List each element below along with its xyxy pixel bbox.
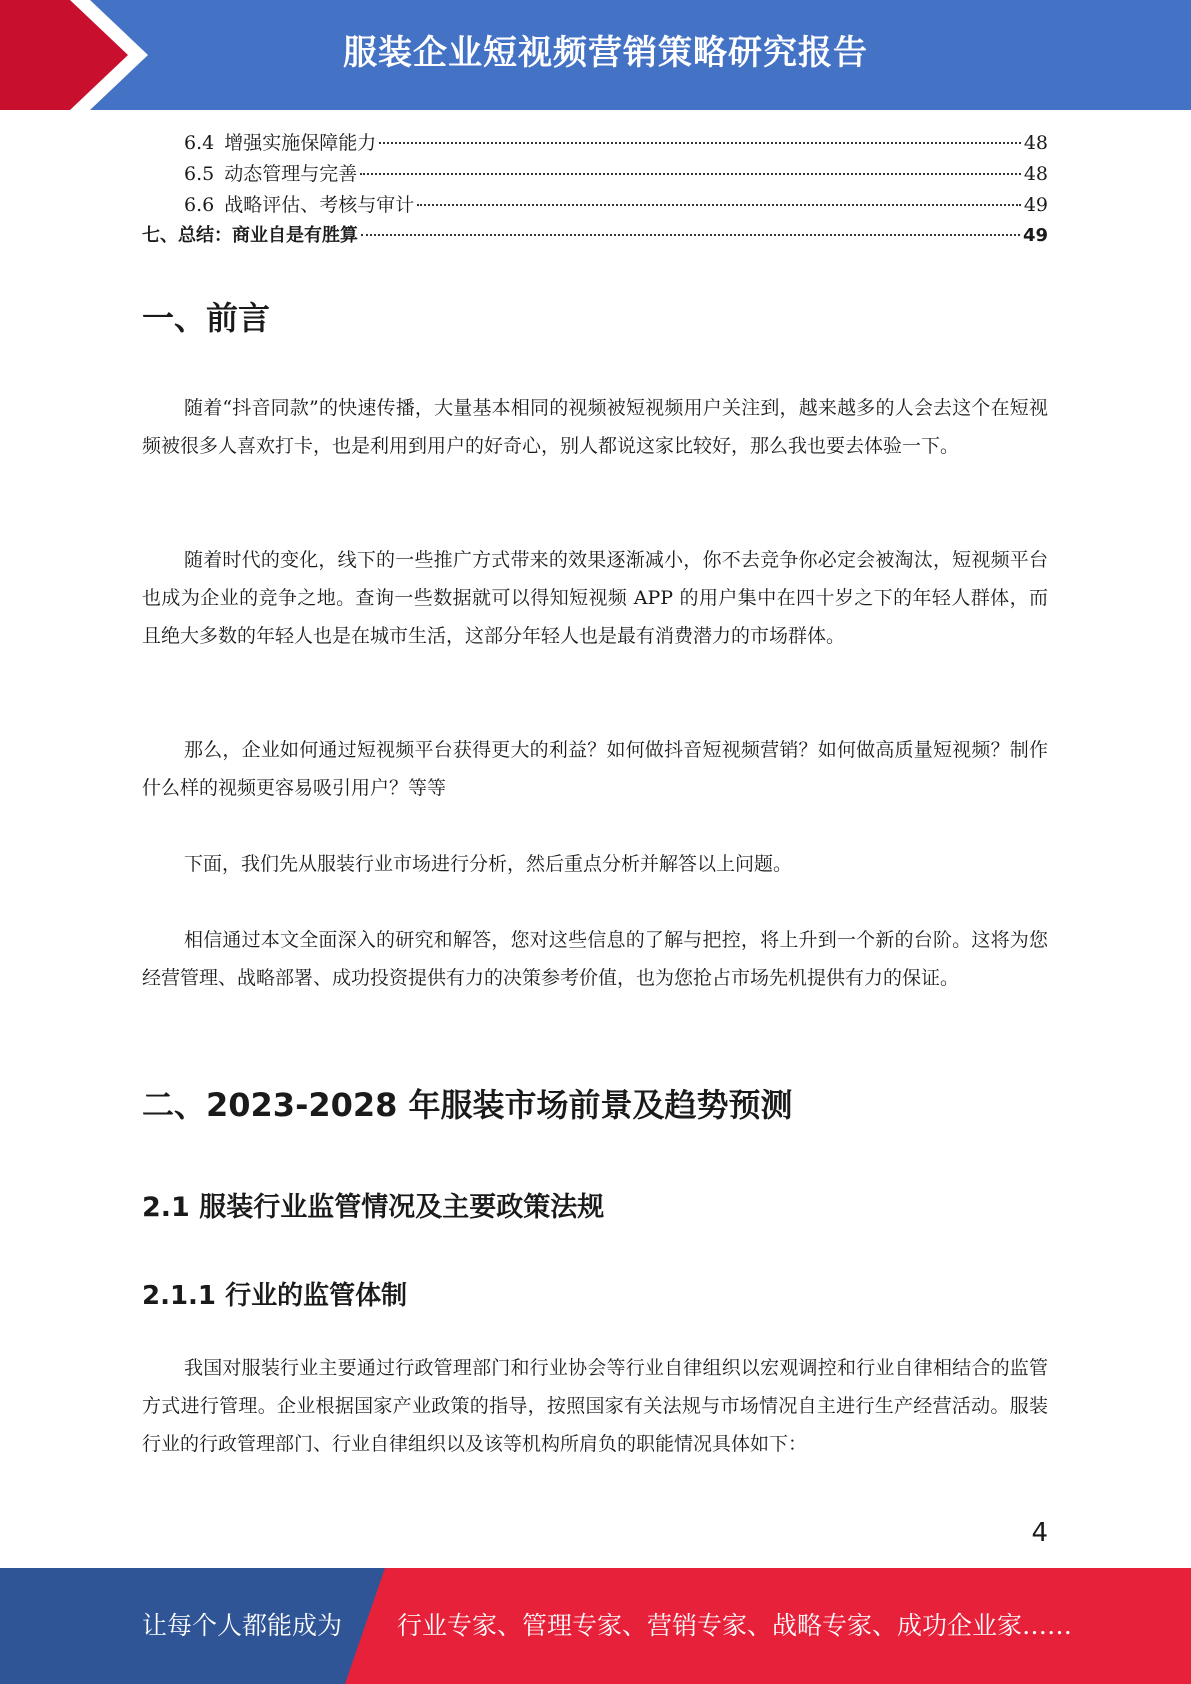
section-heading-market: 二、2023-2028 年服装市场前景及趋势预测 bbox=[142, 1086, 793, 1124]
paragraph: 那么，企业如何通过短视频平台获得更大的利益？如何做抖音短视频营销？如何做高质量短视频？制作什么样的视频更容易吸引用户？等等 bbox=[142, 739, 1048, 799]
subsection-heading: 2.1 服装行业监管情况及主要政策法规 bbox=[142, 1192, 605, 1223]
toc-entry-label: 增强实施保障能力 bbox=[224, 132, 377, 154]
report-title: 服装企业短视频营销策略研究报告 bbox=[343, 33, 868, 73]
toc-leader bbox=[361, 234, 1020, 236]
toc-entry-page: 49 bbox=[1023, 194, 1048, 216]
footer-slogan-left: 让每个人都能成为 bbox=[142, 1611, 343, 1640]
toc-entry[interactable] bbox=[142, 128, 1048, 159]
toc-leader bbox=[379, 142, 1021, 144]
footer-slogan-right: 行业专家、管理专家、营销专家、战略专家、成功企业家…… bbox=[397, 1611, 1073, 1640]
paragraph: 随着“抖音同款”的快速传播，大量基本相同的视频被短视频用户关注到，越来越多的人会去这个在短视频被很多人喜欢打卡，也是利用到用户的好奇心，别人都说这家比较好，那么我也要去体验一下。 bbox=[142, 397, 1048, 457]
toc-entry[interactable] bbox=[142, 159, 1048, 190]
toc-entry-number: 6.5 bbox=[184, 163, 215, 185]
paragraph: 我国对服装行业主要通过行政管理部门和行业协会等行业自律组织以宏观调控和行业自律相结合的监管方式进行管理。企业根据国家产业政策的指导，按照国家有关法规与市场情况自主进行生产经营活动。服装行业的行政管理部门、行业自律组织以及该等机构所肩负的职能情况具体如下： bbox=[142, 1357, 1048, 1455]
toc-entry-page: 48 bbox=[1023, 132, 1048, 154]
page-number: 4 bbox=[1031, 1518, 1048, 1548]
toc-entry-number: 6.6 bbox=[184, 194, 215, 216]
page-header bbox=[0, 0, 1191, 110]
section-heading-intro: 一、前言 bbox=[142, 299, 271, 337]
toc-entry-chapter[interactable] bbox=[142, 221, 1048, 252]
toc-leader bbox=[360, 173, 1021, 175]
toc-entry-page: 49 bbox=[1022, 225, 1048, 246]
paragraph: 相信通过本文全面深入的研究和解答，您对这些信息的了解与把控，将上升到一个新的台阶。这将为您经营管理、战略部署、成功投资提供有力的决策参考价值，也为您抢占市场先机提供有力的保证。 bbox=[142, 929, 1048, 989]
toc-leader bbox=[417, 204, 1021, 206]
toc-entry-page: 48 bbox=[1023, 163, 1048, 185]
toc-entry-label: 战略评估、考核与审计 bbox=[224, 194, 415, 216]
subsubsection-heading: 2.1.1 行业的监管体制 bbox=[142, 1281, 408, 1311]
paragraph: 下面，我们先从服装行业市场进行分析，然后重点分析并解答以上问题。 bbox=[184, 853, 793, 875]
toc-entry-label: 动态管理与完善 bbox=[224, 163, 358, 185]
toc-entry-label: 七、总结：商业自是有胜算 bbox=[142, 225, 358, 246]
page-footer bbox=[0, 1568, 1191, 1684]
toc-entry-number: 6.4 bbox=[184, 132, 215, 154]
table-of-contents bbox=[142, 128, 1048, 252]
paragraph: 随着时代的变化，线下的一些推广方式带来的效果逐渐减小，你不去竞争你必定会被淘汰，短视频平台也成为企业的竞争之地。查询一些数据就可以得知短视频 APP 的用户集中在四十岁之下的年轻人群体，而且绝大多数的年轻人也是在城市生活，这部分年轻人也是最有消费潜力的市场群体。 bbox=[142, 549, 1048, 647]
toc-entry[interactable] bbox=[142, 190, 1048, 221]
